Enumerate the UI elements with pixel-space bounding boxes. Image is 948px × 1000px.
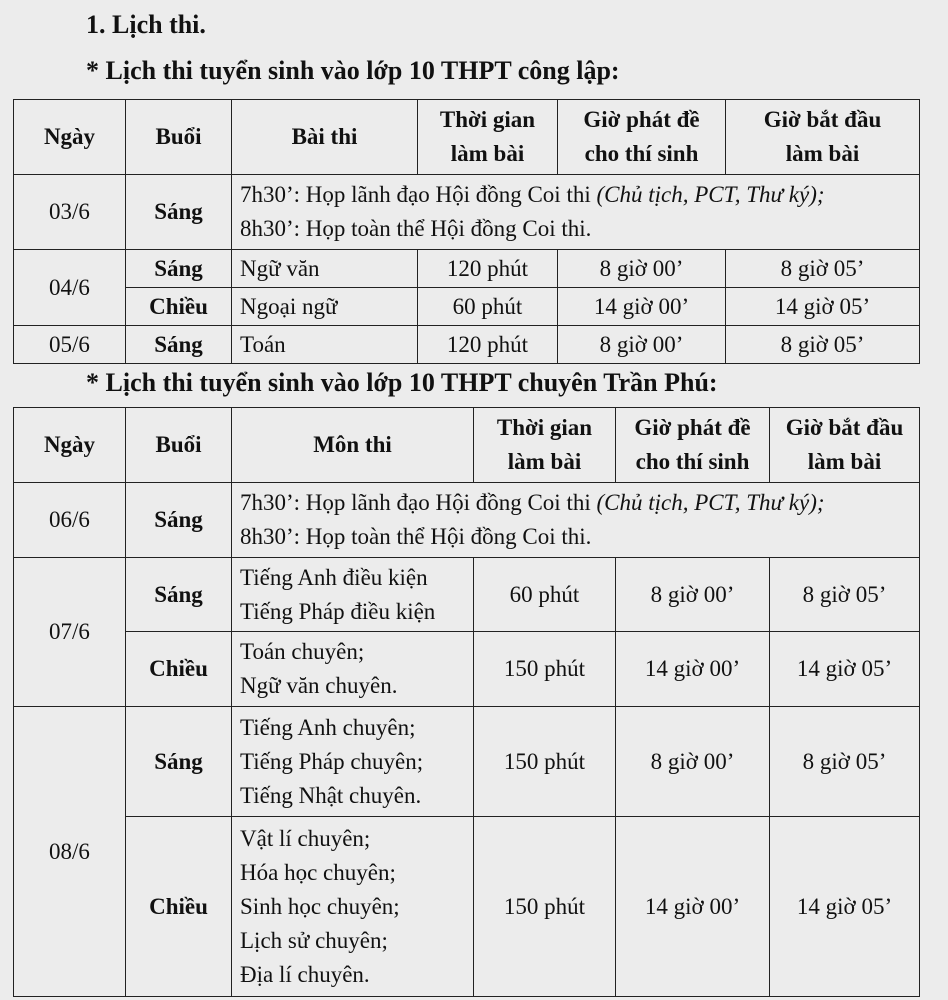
handout-time-cell: 8 giờ 00’	[616, 707, 770, 817]
duration-cell: 60 phút	[474, 558, 616, 632]
subject-cell: Vật lí chuyên; Hóa học chuyên; Sinh học chuyên; Lịch sử chuyên; Địa lí chuyên.	[232, 817, 474, 997]
table-row	[14, 707, 920, 817]
header-ngay: Ngày	[14, 408, 126, 483]
header-thoi-gian: Thời gian làm bài	[418, 100, 558, 175]
session-cell: Sáng	[126, 326, 232, 364]
start-time-cell: 8 giờ 05’	[726, 250, 920, 288]
duration-cell: 150 phút	[474, 707, 616, 817]
handout-time-cell: 14 giờ 00’	[558, 288, 726, 326]
start-time-cell: 8 giờ 05’	[770, 707, 920, 817]
header-thoi-gian: Thời gian làm bài	[474, 408, 616, 483]
start-time-cell: 8 giờ 05’	[770, 558, 920, 632]
duration-cell: 120 phút	[418, 250, 558, 288]
session-cell: Sáng	[126, 175, 232, 250]
table-row	[14, 250, 920, 288]
table-header-row	[14, 100, 920, 175]
subject-cell: Tiếng Anh điều kiện Tiếng Pháp điều kiện	[232, 558, 474, 632]
session-cell: Sáng	[126, 250, 232, 288]
header-mon-thi: Môn thi	[232, 408, 474, 483]
table-row	[14, 558, 920, 632]
handout-time-cell: 14 giờ 00’	[616, 632, 770, 707]
header-gio-bat-dau: Giờ bắt đầu làm bài	[770, 408, 920, 483]
start-time-cell: 14 giờ 05’	[770, 632, 920, 707]
subject-cell: Toán	[232, 326, 418, 364]
duration-cell: 150 phút	[474, 632, 616, 707]
table-row	[14, 175, 920, 250]
date-cell: 06/6	[14, 483, 126, 558]
session-cell: Chiều	[126, 817, 232, 997]
section-title: 1. Lịch thi.	[86, 10, 206, 39]
start-time-cell: 8 giờ 05’	[726, 326, 920, 364]
date-cell: 07/6	[14, 558, 126, 707]
table-header-row	[14, 408, 920, 483]
duration-cell: 120 phút	[418, 326, 558, 364]
handout-time-cell: 14 giờ 00’	[616, 817, 770, 997]
header-gio-phat-de: Giờ phát đề cho thí sinh	[616, 408, 770, 483]
handout-time-cell: 8 giờ 00’	[558, 250, 726, 288]
specialized-schedule-table	[13, 407, 920, 997]
start-time-cell: 14 giờ 05’	[726, 288, 920, 326]
session-cell: Chiều	[126, 632, 232, 707]
session-cell: Sáng	[126, 483, 232, 558]
subject-cell: Toán chuyên; Ngữ văn chuyên.	[232, 632, 474, 707]
header-gio-bat-dau: Giờ bắt đầu làm bài	[726, 100, 920, 175]
duration-cell: 150 phút	[474, 817, 616, 997]
header-buoi: Buổi	[126, 408, 232, 483]
public-schedule-table	[13, 99, 920, 364]
meeting-note: 7h30’: Họp lãnh đạo Hội đồng Coi thi (Chủ tịch, PCT, Thư ký); 8h30’: Họp toàn thể Hội đồng Coi thi.	[232, 175, 920, 250]
date-cell: 08/6	[14, 707, 126, 997]
subject-cell: Ngoại ngữ	[232, 288, 418, 326]
header-gio-phat-de: Giờ phát đề cho thí sinh	[558, 100, 726, 175]
header-ngay: Ngày	[14, 100, 126, 175]
duration-cell: 60 phút	[418, 288, 558, 326]
table-row	[14, 817, 920, 997]
session-cell: Sáng	[126, 558, 232, 632]
handout-time-cell: 8 giờ 00’	[558, 326, 726, 364]
header-bai-thi: Bài thi	[232, 100, 418, 175]
subject-cell: Ngữ văn	[232, 250, 418, 288]
specialized-schedule-title: * Lịch thi tuyển sinh vào lớp 10 THPT chuyên Trần Phú:	[86, 368, 718, 397]
subject-cell: Tiếng Anh chuyên; Tiếng Pháp chuyên; Tiếng Nhật chuyên.	[232, 707, 474, 817]
date-cell: 04/6	[14, 250, 126, 326]
table-row	[14, 483, 920, 558]
date-cell: 03/6	[14, 175, 126, 250]
table-row	[14, 632, 920, 707]
session-cell: Chiều	[126, 288, 232, 326]
handout-time-cell: 8 giờ 00’	[616, 558, 770, 632]
table-row	[14, 326, 920, 364]
session-cell: Sáng	[126, 707, 232, 817]
start-time-cell: 14 giờ 05’	[770, 817, 920, 997]
header-buoi: Buổi	[126, 100, 232, 175]
meeting-note: 7h30’: Họp lãnh đạo Hội đồng Coi thi (Chủ tịch, PCT, Thư ký); 8h30’: Họp toàn thể Hội đồng Coi thi.	[232, 483, 920, 558]
date-cell: 05/6	[14, 326, 126, 364]
table-row	[14, 288, 920, 326]
public-schedule-title: * Lịch thi tuyển sinh vào lớp 10 THPT công lập:	[86, 56, 620, 85]
